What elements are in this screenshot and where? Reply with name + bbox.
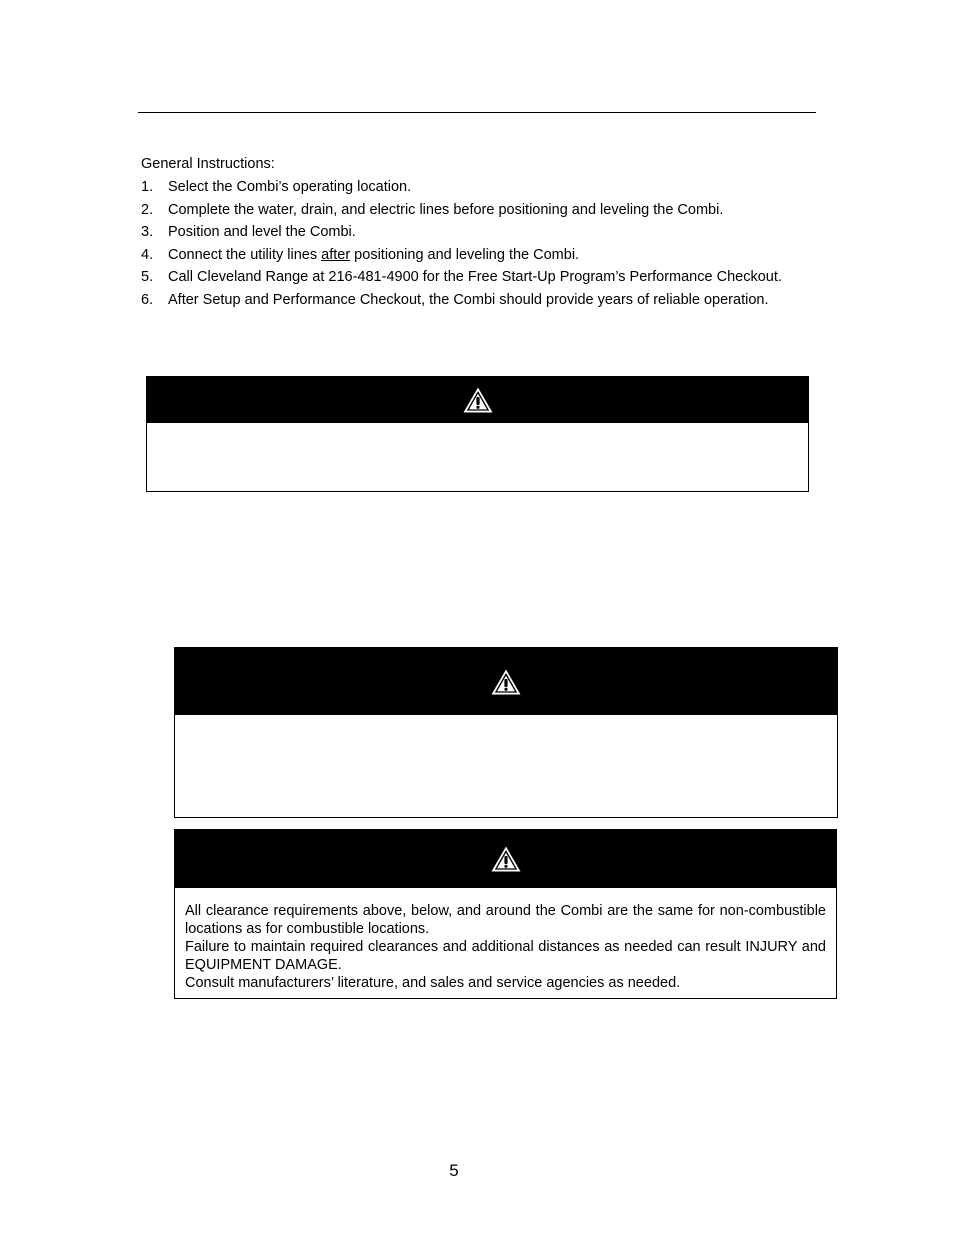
warning-body xyxy=(175,888,836,992)
list-item xyxy=(141,223,821,241)
page-number: 5 xyxy=(449,1161,459,1180)
warning-text-line: Failure to maintain required clearances and additional distances as needed can result INJURY and EQUIPMENT DAMAGE. xyxy=(185,939,826,973)
step-text-underlined: after xyxy=(321,246,351,263)
step-number: 1. xyxy=(141,179,154,195)
step-text: Select the Combi’s operating location. xyxy=(168,179,412,195)
step-text-post: positioning and leveling the Combi. xyxy=(350,246,580,263)
warning-header xyxy=(175,830,836,888)
step-number: 4. xyxy=(141,246,154,263)
list-item xyxy=(141,268,821,286)
step-number: 3. xyxy=(141,224,154,240)
warning-box-2 xyxy=(174,647,838,818)
warning-text-line: Consult manufacturers’ literature, and sales and service agencies as needed. xyxy=(185,975,681,991)
warning-header xyxy=(175,648,837,715)
list-item xyxy=(141,178,821,196)
step-number: 6. xyxy=(141,291,154,308)
step-text: After Setup and Performance Checkout, the Combi should provide years of reliable operation. xyxy=(168,291,769,308)
step-text: Call Cleveland Range at 216-481-4900 for the Free Start-Up Program’s Performance Checkout. xyxy=(168,269,782,285)
step-number: 2. xyxy=(141,201,154,218)
general-instructions-heading: General Instructions: xyxy=(141,156,275,172)
step-text-pre: Connect the utility lines xyxy=(168,246,322,263)
warning-text-line: All clearance requirements above, below, and around the Combi are the same for non-combustible locations as for combustible locations. xyxy=(185,903,826,937)
step-number: 5. xyxy=(141,269,154,285)
warning-triangle-icon xyxy=(462,386,494,414)
warning-triangle-icon xyxy=(490,845,522,873)
warning-box-1 xyxy=(146,376,809,492)
step-text: Complete the water, drain, and electric lines before positioning and leveling the Combi. xyxy=(168,201,724,218)
warning-header xyxy=(147,377,808,423)
header-rule xyxy=(138,112,816,113)
instruction-list xyxy=(141,178,821,313)
list-item xyxy=(141,246,821,264)
warning-box-3 xyxy=(174,829,837,999)
step-text: Position and level the Combi. xyxy=(168,224,356,240)
warning-triangle-icon xyxy=(490,668,522,696)
list-item xyxy=(141,201,821,219)
list-item xyxy=(141,291,821,309)
